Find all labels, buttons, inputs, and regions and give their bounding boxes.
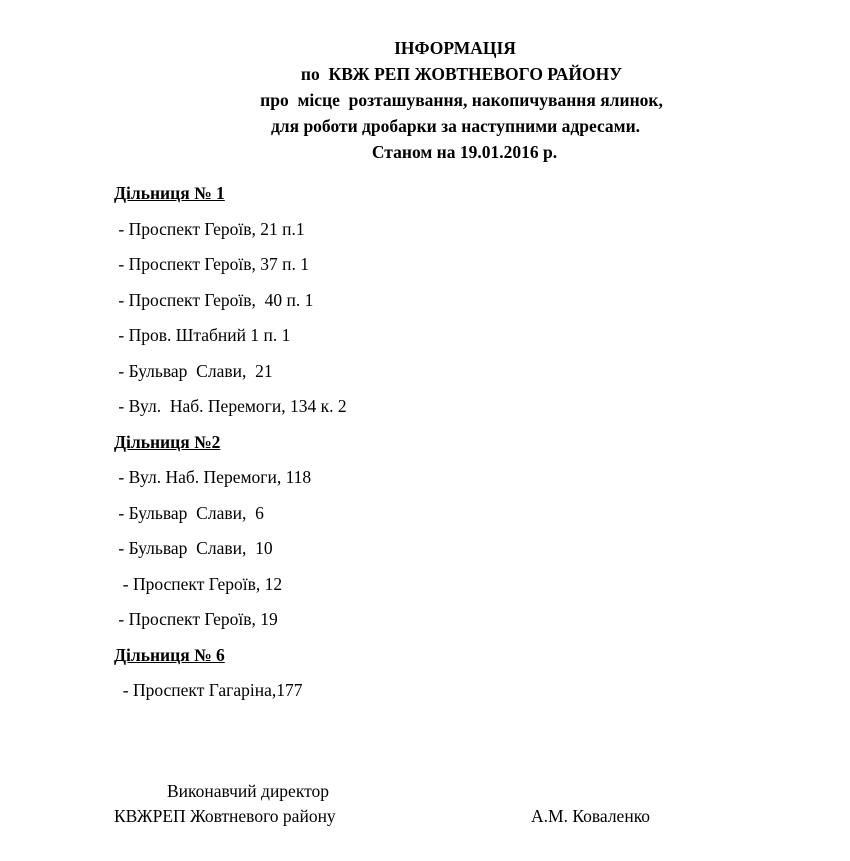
- header-date: Станом на 19.01.2016 р.: [371, 142, 558, 162]
- address-list: [114, 176, 347, 709]
- address-item: - Проспект Героїв, 40 п. 1: [114, 289, 314, 310]
- address-item: - Вул. Наб. Перемоги, 134 к. 2: [114, 396, 347, 416]
- address-item: - Проспект Гагаріна,177: [114, 680, 303, 700]
- section-title: Дільниця № 6: [114, 644, 225, 665]
- address-item: - Бульвар Слави, 10: [114, 538, 273, 558]
- section-title: Дільниця № 1: [114, 183, 225, 203]
- address-item: - Пров. Штабний 1 п. 1: [114, 325, 291, 345]
- header-subject: про місце розташування, накопичування ялинок,: [260, 90, 663, 110]
- signatory-position: Виконавчий директор: [167, 781, 330, 801]
- address-item: - Бульвар Слави, 21: [114, 360, 273, 381]
- address-item: - Бульвар Слави, 6: [114, 502, 264, 523]
- header-purpose: для роботи дробарки за наступними адресами.: [270, 116, 641, 136]
- address-item: - Проспект Героїв, 37 п. 1: [114, 254, 310, 274]
- address-item: - Проспект Героїв, 19: [114, 609, 278, 629]
- signatory-organization: КВЖРЕП Жовтневого району: [114, 806, 336, 826]
- header-organization: по КВЖ РЕП ЖОВТНЕВОГО РАЙОНУ: [300, 64, 623, 84]
- signatory-name: А.М. Коваленко: [531, 806, 651, 826]
- document-header: [0, 35, 850, 165]
- address-item: - Вул. Наб. Перемоги, 118: [114, 467, 312, 487]
- section-title: Дільниця №2: [114, 431, 221, 452]
- address-item: - Проспект Героїв, 12: [114, 573, 283, 594]
- address-item: - Проспект Героїв, 21 п.1: [114, 218, 305, 239]
- header-title: ІНФОРМАЦІЯ: [394, 38, 516, 58]
